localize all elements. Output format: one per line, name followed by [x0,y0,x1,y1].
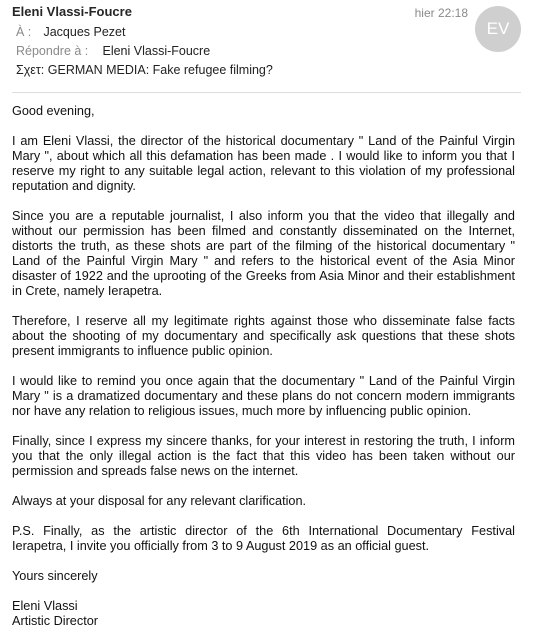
signature-title: Artistic Director [12,614,98,628]
avatar[interactable]: EV [475,6,521,52]
subject-label: Σχετ: [16,63,45,77]
body-paragraph: I would like to remind you once again that the documentary " Land of the Painful Virgin Mary " is a dramatized documentary and these plans do not concern modern immigrants nor have any relation to religious issues, much more by influencing public opinion. [12,374,515,418]
body-paragraph: Finally, since I express my sincere thanks, for your interest in restoring the truth, I inform you that the only illegal action is the fact that this video has been taken without our permission and spreads false news on the internet. [12,434,515,478]
body-paragraph: P.S. Finally, as the artistic director of the 6th International Documentary Festival Ierapetra, I invite you officially from 3 to 9 August 2019 as an official guest. [12,524,515,553]
body-paragraph: Therefore, I reserve all my legitimate rights against those who disseminate false facts about the shooting of my documentary and specifically ask questions that these shots present immigrants to influence public opinion. [12,314,515,358]
to-recipient[interactable]: Jacques Pezet [43,25,126,39]
to-label: À : [16,25,32,39]
greeting: Good evening, [12,104,95,118]
body-paragraph: Always at your disposal for any relevant clarification. [12,494,307,508]
reply-to-row [16,44,210,58]
closing: Yours sincerely [12,569,98,583]
subject-text: GERMAN MEDIA: Fake refugee filming? [47,63,273,77]
email-body [12,104,515,629]
subject-row [16,63,273,77]
sender-name[interactable]: Eleni Vlassi-Foucre [12,4,132,19]
reply-to-address[interactable]: Eleni Vlassi-Foucre [102,44,211,58]
header-divider [12,92,521,93]
signature-name: Eleni Vlassi [12,599,78,613]
reply-to-label: Répondre à : [16,44,89,58]
to-row [16,25,125,39]
body-paragraph: I am Eleni Vlassi, the director of the historical documentary " Land of the Painful Virgin Mary ", about which all this defamation has been made . I would like to inform you that I reserve my right to any suitable legal action, relevant to this violation of my professional reputation and dignity. [12,134,515,193]
received-date: hier 22:18 [414,6,468,20]
email-header [0,0,533,92]
body-paragraph: Since you are a reputable journalist, I also inform you that the video that illegally and without our permission has been filmed and constantly disseminated on the Internet, distorts the truth, as these shots are part of the filming of the historical documentary " Land of the Painful Virgin Mary " and refers to the historical event of the Asia Minor disaster of 1922 and the uprooting of the Greeks from Asia Minor and their establishment in Crete, namely Ierapetra. [12,209,515,298]
